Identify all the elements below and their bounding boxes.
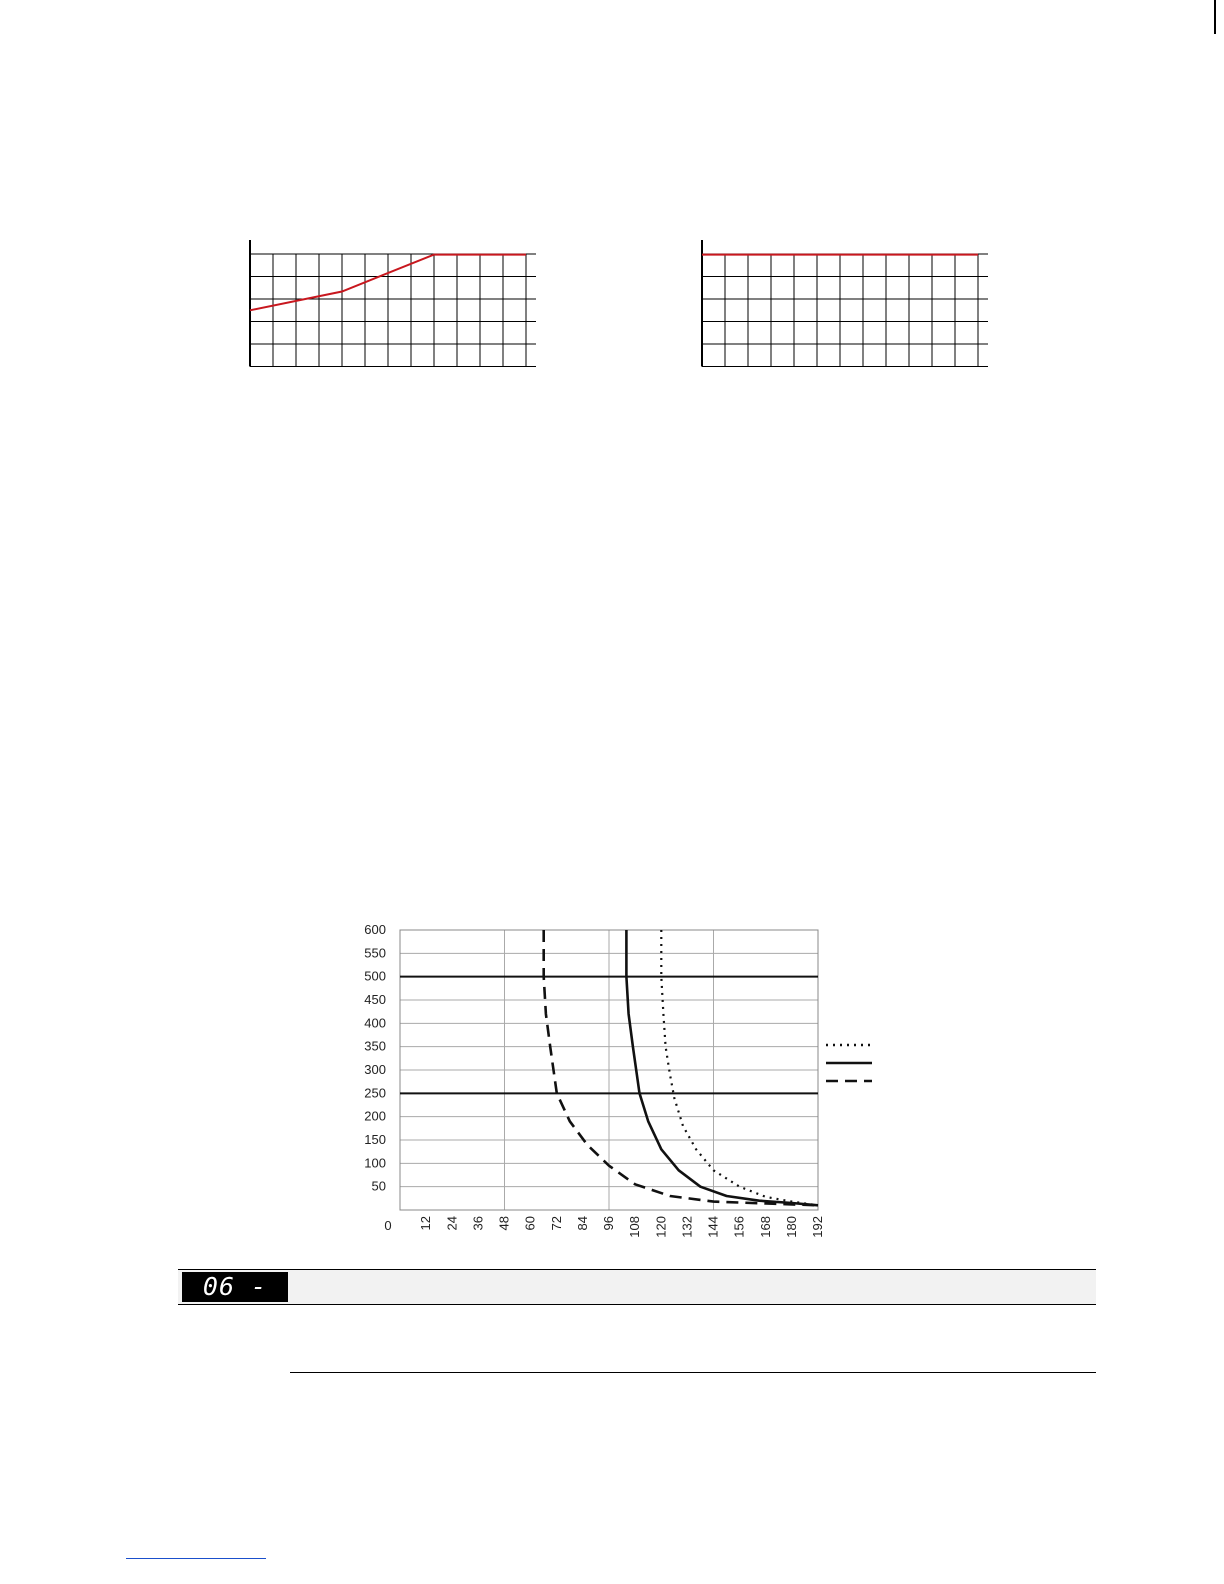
- y-tick-label: 100: [364, 1155, 386, 1171]
- x-tick-label: 96: [601, 1216, 616, 1231]
- x-tick-label: 48: [496, 1216, 512, 1231]
- parameter-header-bar: [178, 1269, 1096, 1331]
- y-tick-label: 450: [364, 992, 386, 1007]
- y-tick-label: 200: [364, 1108, 386, 1124]
- x-tick-label: 144: [705, 1216, 721, 1238]
- left-speed-grid: [246, 236, 538, 370]
- x-tick-label: 108: [627, 1216, 643, 1238]
- parameter-divider: [290, 1372, 1096, 1373]
- x-tick-label: 132: [679, 1216, 695, 1238]
- x-tick-label: 84: [574, 1216, 590, 1231]
- right-speed-grid: [698, 236, 994, 370]
- overload-curve-chart: [350, 918, 880, 1248]
- curve-dotted: [661, 930, 818, 1205]
- x-tick-label: 0: [384, 1218, 392, 1233]
- y-tick-label: 400: [364, 1015, 386, 1031]
- x-tick-label: 168: [757, 1216, 773, 1238]
- y-tick-label: 300: [364, 1062, 386, 1077]
- y-tick-label: 550: [364, 945, 386, 961]
- curve-dashed: [544, 930, 818, 1205]
- x-tick-label: 36: [470, 1216, 486, 1231]
- y-tick-label: 250: [364, 1085, 386, 1101]
- page-edge-marker: [1214, 0, 1216, 34]
- y-tick-label: 350: [364, 1038, 386, 1054]
- parameter-code: 06 - 15: [182, 1272, 288, 1302]
- x-tick-label: 12: [418, 1216, 434, 1231]
- x-tick-label: 156: [731, 1216, 747, 1238]
- y-tick-label: 50: [371, 1178, 386, 1194]
- y-tick-label: 150: [364, 1132, 386, 1147]
- footer-link-underline[interactable]: [126, 1558, 266, 1559]
- x-tick-label: 72: [548, 1216, 564, 1231]
- x-tick-label: 60: [522, 1216, 538, 1231]
- x-tick-label: 120: [653, 1216, 669, 1238]
- y-tick-label: 600: [364, 922, 386, 937]
- x-tick-label: 180: [783, 1216, 799, 1238]
- y-tick-label: 500: [364, 968, 386, 984]
- x-tick-label: 24: [444, 1216, 460, 1231]
- curve-solid: [626, 930, 818, 1205]
- x-tick-label: 192: [810, 1216, 825, 1238]
